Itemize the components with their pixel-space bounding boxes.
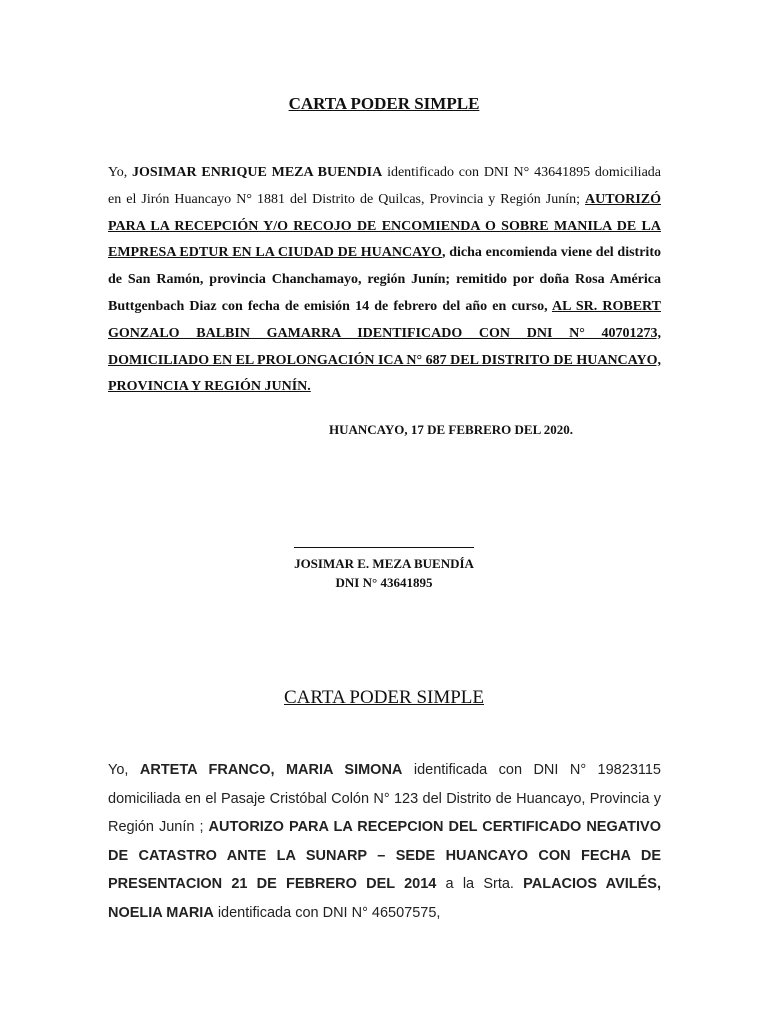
letter1-parcel-details: , dicha encomienda viene del distrito de San Ramón, provincia Chanchamayo, región Junín; remitido por doña Rosa América Buttgenbach Diaz con fecha de emisión 14 de febrero del año en curso, <box>108 245 661 314</box>
letter2-intro: Yo, <box>108 762 140 778</box>
letter2-grantor-details: identificada con DNI N° 19823115 domiciliada en el Pasaje Cristóbal Colón N° 123 del Distrito de Huancayo, Provincia y Región Junín ; <box>108 762 661 836</box>
letter2-body <box>108 756 661 928</box>
letter2-connector: a la Srta. <box>436 876 524 893</box>
letter1-grantor-name: JOSIMAR ENRIQUE MEZA BUENDIA <box>132 165 383 180</box>
letter1-grantor-details: identificado con DNI N° 43641895 domiciliada en el Jirón Huancayo N° 1881 del Distrito de Quilcas, Provincia y Región Junín; <box>108 165 661 207</box>
letter2-title: CARTA PODER SIMPLE <box>283 687 485 708</box>
letter2-grantor-name: ARTETA FRANCO, MARIA SIMONA <box>139 762 403 778</box>
letter1-date: HUANCAYO, 17 DE FEBRERO DEL 2020. <box>329 422 574 437</box>
letter2-grantee-dni: identificada con DNI N° 46507575, <box>213 904 441 921</box>
signature-line <box>294 547 474 548</box>
letter1-body <box>108 160 661 401</box>
letter1-title: CARTA PODER SIMPLE <box>288 94 480 113</box>
signature-name: JOSIMAR E. MEZA BUENDÍA <box>294 556 474 571</box>
letter2-grantee: PALACIOS AVILÉS, NOELIA MARIA <box>108 876 661 921</box>
letter1-grantee: AL SR. ROBERT GONZALO BALBIN GAMARRA IDENTIFICADO CON DNI N° 40701273, DOMICILIADO EN EL PROLONGACIÓN ICA N° 687 DEL DISTRITO DE HUANCAYO, PROVINCIA Y REGIÓN JUNÍN. <box>108 298 661 395</box>
letter2-authorization: AUTORIZO PARA LA RECEPCION DEL CERTIFICADO NEGATIVO DE CATASTRO ANTE LA SUNARP – SEDE HUANCAYO CON FECHA DE PRESENTACION 21 DE FEBRERO DEL 2014 <box>108 819 661 893</box>
letter1-intro: Yo, <box>108 165 133 180</box>
letter1-authorization: AUTORIZÓ PARA LA RECEPCIÓN Y/O RECOJO DE ENCOMIENDA O SOBRE MANILA DE LA EMPRESA EDTUR EN LA CIUDAD DE HUANCAYO <box>108 191 661 261</box>
signature-dni: DNI N° 43641895 <box>335 575 433 590</box>
